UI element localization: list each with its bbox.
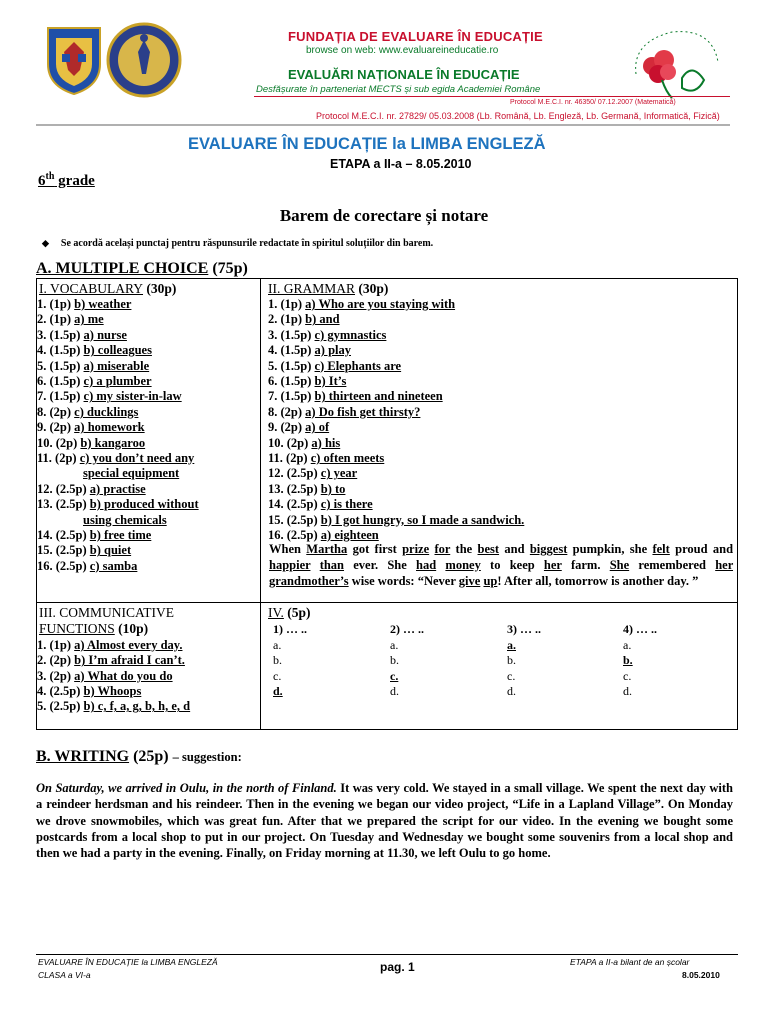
answer-line [37, 359, 149, 374]
answer-line [37, 669, 173, 684]
paragraph-word: prize [402, 542, 430, 556]
answer-line [37, 653, 185, 668]
answer-choice: b) It’s [314, 374, 347, 388]
answer-line [37, 543, 131, 558]
answer-number: 1. (1p) [268, 297, 306, 311]
answer-choice: c) you don’t need any [79, 451, 195, 465]
answer-choice: a) What do you do [74, 668, 173, 683]
answer-choice: b) I’m afraid I can’t. [74, 653, 185, 668]
option-letter: a. [273, 638, 282, 652]
answer-number: 4. (1.5p) [268, 343, 315, 358]
answer-number: 11. (2p) [37, 451, 80, 465]
answer-line [268, 451, 384, 466]
section-b-heading: B. WRITING (25p) – suggestion: [36, 748, 242, 765]
answer-choice: b) c, f, a, g, b, h, e, d [83, 699, 191, 714]
paragraph-word: When [269, 542, 307, 556]
answer-choice: c) year [320, 466, 358, 481]
answer-line [37, 684, 141, 699]
foundation-flower-logo [622, 22, 726, 102]
paragraph-word: biggest [529, 542, 568, 556]
answer-number: 7. (1.5p) [37, 389, 84, 404]
answer-number: 5. (1.5p) [37, 358, 84, 373]
page-title: EVALUARE ÎN EDUCAȚIE la LIMBA ENGLEZĂ [188, 135, 546, 153]
writing-suggestion-text: On Saturday, we arrived in Oulu, in the north of Finland. It was very cold. We stayed in a small village. We spent the next day with a reindeer herdsman and his reindeer. Then in the evening we began our video project, “Life in a Lapland Village”. On Monday we drove snowmobiles, which was great fun. After that we prepared the script for our video. In the evening we bought some postcards from a local shop to put in our project. On Tuesday and Wednesday we bought some souvenirs from a local shop and then we had a party in the evening. Finally, on Friday morning at 11.30, we left Oulu to go home. [36, 781, 734, 861]
paragraph-word: felt [652, 542, 670, 556]
answer-line [39, 281, 176, 297]
paragraph-word: her [543, 558, 562, 572]
answer-choice: a) miserable [83, 358, 150, 373]
answer-number: 13. (2.5p) [268, 481, 321, 496]
answer-number: 9. (2p) [37, 420, 75, 435]
paragraph-word: her [715, 558, 734, 572]
answer-choice: a) homework [74, 420, 145, 435]
answer-line [37, 436, 145, 451]
paragraph-word: than [319, 558, 345, 572]
answer-number: 6. (1.5p) [268, 374, 315, 388]
grade-label: 6th grade [38, 171, 95, 189]
option-letter: b. [390, 653, 399, 668]
paragraph-word: got first [347, 542, 403, 556]
section-points: (10p) [114, 621, 149, 636]
answer-choice: b) free time [89, 528, 152, 542]
header-divider [36, 124, 730, 126]
answer-number: 10. (2p) [37, 435, 81, 450]
protocol-languages: Protocol M.E.C.I. nr. 27829/ 05.03.2008 (Lb. Română, Lb. Engleză, Lb. Germană, Informatică, Fizică) [316, 111, 720, 121]
footer-class: CLASA a VI-a [38, 970, 91, 980]
answer-choice: b) kangaroo [80, 435, 146, 450]
answer-number: 4. (1.5p) [37, 343, 84, 358]
barem-title: Barem de corectare și notare [279, 206, 489, 225]
answer-line [268, 374, 346, 389]
answer-number: 6. (1.5p) [37, 374, 84, 388]
answer-line [37, 297, 131, 312]
option-letter: c. [507, 668, 516, 683]
option-header: 2) … .. [390, 622, 424, 636]
paragraph-word: for [434, 542, 451, 556]
paragraph-word: best [477, 542, 500, 556]
answer-line [37, 528, 151, 543]
answer-line [268, 513, 524, 528]
header-divider-red [254, 96, 730, 97]
answer-choice: c) samba [89, 558, 138, 573]
answer-line [268, 436, 340, 451]
answer-choice: c) ducklings [74, 404, 139, 419]
paragraph-word: the [450, 542, 478, 556]
answer-line [37, 420, 145, 435]
answer-line [268, 405, 420, 420]
answer-choice: a) Almost every day. [74, 638, 183, 652]
answer-line [268, 605, 311, 621]
answer-number: 10. (2p) [268, 435, 312, 450]
answer-line [37, 328, 127, 343]
section-title: IV. [268, 605, 284, 620]
answer-choice: using chemicals [83, 512, 167, 527]
foundation-name: FUNDAȚIA DE EVALUARE ÎN EDUCAȚIE [288, 29, 543, 44]
answer-number: 16. (2.5p) [268, 528, 321, 542]
paragraph-word: wise words: “Never [348, 574, 459, 588]
paragraph-word: proud and [669, 542, 734, 556]
paragraph-word: Martha [306, 542, 348, 556]
paragraph-word: give [458, 574, 481, 588]
answer-number: 4. (2.5p) [37, 683, 84, 698]
answer-line [39, 605, 174, 621]
answer-line [268, 482, 345, 497]
answer-number: 12. (2.5p) [268, 466, 321, 481]
grammar-paragraph [269, 541, 733, 589]
answer-line [37, 389, 182, 404]
section-points: (30p) [143, 281, 177, 296]
paragraph-word: money [445, 558, 481, 572]
paragraph-word: ever. She [344, 558, 417, 572]
browse-link[interactable]: browse on web: www.evaluareineducatie.ro [306, 45, 499, 56]
answer-choice: c) my sister-in-law [83, 389, 182, 404]
answer-number: 2. (1p) [268, 312, 306, 327]
answer-line [268, 389, 443, 404]
paragraph-word: She [609, 558, 630, 572]
answer-line [268, 328, 386, 343]
answer-number: 2. (2p) [37, 653, 75, 668]
answer-number: 3. (1.5p) [37, 327, 84, 342]
option-letter: c. [273, 668, 282, 683]
answer-number: 2. (1p) [37, 312, 75, 327]
footer-date: 8.05.2010 [682, 970, 720, 980]
answer-line [37, 312, 104, 327]
answer-choice: b) to [320, 481, 346, 496]
option-letter: d. [623, 684, 632, 699]
page-number: pag. 1 [380, 960, 415, 974]
answer-choice: b) produced without [89, 497, 199, 512]
answer-number: 3. (2p) [37, 668, 75, 683]
answer-number: 5. (1.5p) [268, 358, 315, 373]
answer-line [37, 638, 182, 653]
footer-subject: EVALUARE ÎN EDUCAȚIE la LIMBA ENGLEZĂ [38, 957, 218, 967]
paragraph-word [310, 558, 319, 572]
answer-choice: a) Who are you staying with [305, 297, 456, 311]
answer-line [37, 699, 190, 714]
answer-choice: b) colleagues [83, 343, 152, 358]
answer-choice: c) Elephants are [314, 358, 402, 373]
answer-number: 14. (2.5p) [37, 528, 90, 542]
coat-of-arms-logo [44, 24, 104, 96]
answer-choice: a) me [74, 312, 104, 327]
answer-number: 5. (2.5p) [37, 699, 84, 714]
section-title: FUNCTIONS [39, 621, 115, 636]
option-letter: a. [507, 638, 516, 652]
answer-line [37, 559, 137, 574]
answer-choice: a) nurse [83, 327, 127, 342]
paragraph-word: happier [269, 558, 311, 572]
answer-line [37, 374, 152, 389]
answer-line [268, 281, 388, 297]
option-letter: b. [273, 653, 282, 668]
table-row-divider [36, 602, 738, 603]
answer-choice: b) thirteen and nineteen [314, 389, 443, 404]
answer-number: 11. (2p) [268, 451, 311, 465]
answer-choice: special equipment [83, 466, 180, 481]
answer-line [83, 513, 167, 528]
answer-line [83, 466, 179, 481]
option-header: 3) … .. [507, 622, 541, 636]
answer-choice: b) I got hungry, so I made a sandwich. [320, 512, 525, 527]
answer-number: 15. (2.5p) [37, 543, 90, 558]
option-letter: a. [390, 638, 399, 652]
answer-choice: a) of [305, 420, 330, 435]
answer-line [37, 497, 199, 512]
answer-choice: c) a plumber [83, 374, 152, 388]
section-points: (30p) [355, 281, 389, 296]
answer-line [268, 297, 455, 312]
footer-stage: ETAPA a II-a bilant de an școlar [570, 957, 690, 967]
option-letter: a. [623, 638, 632, 652]
answer-number: 14. (2.5p) [268, 497, 321, 512]
diamond-bullet-icon: ◆ [42, 238, 49, 248]
answer-number: 8. (2p) [268, 404, 306, 419]
scoring-note: ◆ Se acordă același punctaj pentru răspunsurile redactate în spiritul soluțiilor din barem. [42, 238, 434, 249]
protocol-math: Protocol M.E.C.I. nr. 46350/ 07.12.2007 (Matematică) [510, 99, 676, 106]
answer-choice: b) Whoops [83, 683, 142, 698]
answer-number: 16. (2.5p) [37, 558, 90, 573]
section-title: II. GRAMMAR [268, 281, 356, 296]
paragraph-word: ! After all, tomorrow is another day. ” [497, 574, 699, 588]
paragraph-word: had [416, 558, 437, 572]
option-header: 4) … .. [623, 622, 657, 636]
answer-line [37, 482, 146, 497]
national-evaluations: EVALUĂRI NAȚIONALE ÎN EDUCAȚIE [288, 67, 520, 82]
answer-line [268, 312, 340, 327]
paragraph-word: to keep [480, 558, 544, 572]
footer-divider [36, 954, 738, 955]
option-letter: b. [507, 653, 516, 668]
paragraph-word: pumpkin, she [567, 542, 653, 556]
answer-choice: c) is there [320, 497, 373, 512]
answer-line [268, 466, 357, 481]
option-letter: d. [390, 684, 399, 699]
option-letter: c. [390, 668, 399, 683]
answer-number: 1. (1p) [37, 638, 75, 652]
answer-line [268, 497, 373, 512]
answer-line [37, 343, 152, 358]
option-header: 1) … .. [273, 622, 307, 636]
answer-number: 12. (2.5p) [37, 481, 90, 496]
option-letter: d. [507, 684, 516, 699]
stage-date: ETAPA a II-a – 8.05.2010 [330, 157, 472, 171]
answer-number: 13. (2.5p) [37, 497, 90, 512]
answer-choice: b) and [305, 312, 340, 327]
section-title: I. VOCABULARY [39, 281, 144, 296]
answer-choice: a) play [314, 343, 351, 358]
answer-number: 7. (1.5p) [268, 389, 315, 404]
answer-choice: a) practise [89, 481, 146, 496]
answer-line [37, 405, 138, 420]
answer-line [268, 343, 351, 358]
section-a-heading: A. MULTIPLE CHOICE (75p) [36, 260, 248, 277]
paragraph-word: farm. [561, 558, 610, 572]
section-points: (5p) [283, 605, 311, 620]
answer-choice: a) Do fish get thirsty? [305, 404, 421, 419]
answer-line [37, 451, 194, 466]
table-column-divider [260, 278, 261, 730]
answer-line [268, 420, 329, 435]
answer-choice: a) eighteen [320, 528, 379, 542]
answer-choice: c) gymnastics [314, 327, 387, 342]
answer-line [268, 359, 401, 374]
answer-number: 1. (1p) [37, 297, 75, 311]
answer-number: 15. (2.5p) [268, 512, 321, 527]
answer-number: 3. (1.5p) [268, 327, 315, 342]
option-letter: c. [623, 668, 632, 683]
option-letter: d. [273, 684, 283, 699]
paragraph-word: remembered [629, 558, 716, 572]
answer-line [39, 621, 148, 637]
option-letter: b. [623, 653, 633, 668]
answer-choice: b) quiet [89, 543, 132, 558]
academy-seal-logo [106, 22, 182, 98]
answer-choice: c) often meets [310, 451, 385, 465]
section-title: III. COMMUNICATIVE [39, 605, 174, 620]
paragraph-word: up [483, 574, 498, 588]
partnership-note: Desfășurate în parteneriat MECTS și sub egida Academiei Române [256, 84, 541, 95]
answer-number: 9. (2p) [268, 420, 306, 435]
paragraph-word: and [499, 542, 530, 556]
paragraph-word: grandmother’s [269, 574, 349, 588]
answer-choice: a) his [311, 435, 341, 450]
answer-choice: b) weather [74, 297, 132, 311]
answer-number: 8. (2p) [37, 404, 75, 419]
